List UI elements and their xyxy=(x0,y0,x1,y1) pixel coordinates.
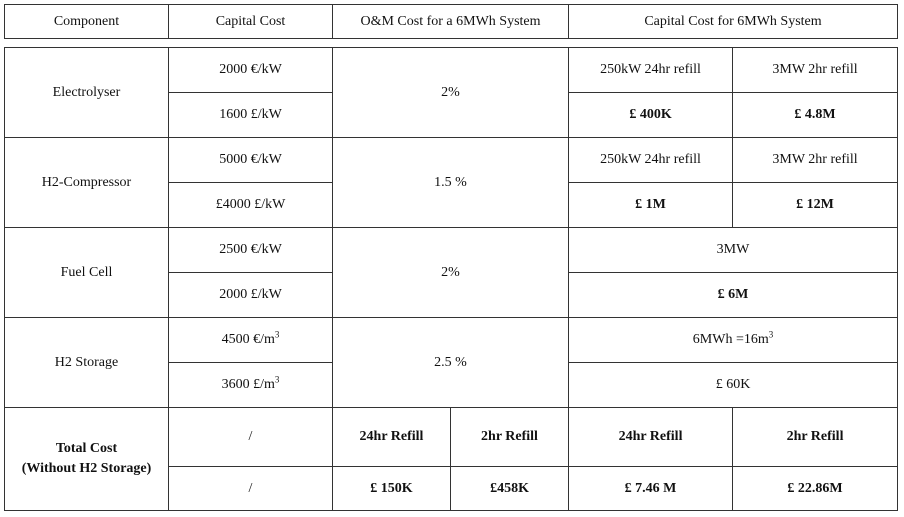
fuel-cell-value: £ 6M xyxy=(569,273,898,318)
total-label-line2: (Without H2 Storage) xyxy=(21,461,152,476)
storage-value: £ 60K xyxy=(569,363,898,408)
storage-cost-eur: 4500 €/m xyxy=(221,332,275,347)
compressor-name: H2-Compressor xyxy=(5,138,169,228)
storage-size-cell xyxy=(569,318,898,363)
compressor-om: 1.5 % xyxy=(333,138,569,228)
fuel-cell-om: 2% xyxy=(333,228,569,318)
electrolyser-opt2-value: £ 4.8M xyxy=(733,93,898,138)
electrolyser-om: 2% xyxy=(333,48,569,138)
table-row xyxy=(5,318,898,363)
compressor-opt1-label: 250kW 24hr refill xyxy=(569,138,733,183)
compressor-opt2-label: 3MW 2hr refill xyxy=(733,138,898,183)
table-row xyxy=(5,408,898,467)
unit-superscript: 3 xyxy=(274,329,280,340)
header-table xyxy=(4,4,898,39)
total-capital-bottom: / xyxy=(169,467,333,511)
cost-table xyxy=(4,47,898,511)
electrolyser-opt2-label: 3MW 2hr refill xyxy=(733,48,898,93)
fuel-cell-name: Fuel Cell xyxy=(5,228,169,318)
storage-cost-eur-cell xyxy=(169,318,333,363)
total-cap-2-value: £ 22.86M xyxy=(733,467,898,511)
header-capital-6mwh: Capital Cost for 6MWh System xyxy=(569,5,898,39)
electrolyser-opt1-label: 250kW 24hr refill xyxy=(569,48,733,93)
table-row xyxy=(5,48,898,93)
unit-superscript: 3 xyxy=(768,329,774,340)
header-capital-cost: Capital Cost xyxy=(169,5,333,39)
header-om-cost: O&M Cost for a 6MWh System xyxy=(333,5,569,39)
electrolyser-name: Electrolyser xyxy=(5,48,169,138)
total-om-2-label: 2hr Refill xyxy=(451,408,569,467)
total-cap-24-value: £ 7.46 M xyxy=(569,467,733,511)
storage-cost-gbp-cell xyxy=(169,363,333,408)
electrolyser-cost-gbp: 1600 £/kW xyxy=(169,93,333,138)
header-row xyxy=(5,5,898,39)
total-cap-24-label: 24hr Refill xyxy=(569,408,733,467)
electrolyser-cost-eur: 2000 €/kW xyxy=(169,48,333,93)
storage-cost-gbp: 3600 £/m xyxy=(221,377,275,392)
storage-om: 2.5 % xyxy=(333,318,569,408)
total-label-line1: Total Cost xyxy=(55,441,118,456)
header-component: Component xyxy=(5,5,169,39)
total-om-2-value: £458K xyxy=(451,467,569,511)
total-om-24-value: £ 150K xyxy=(333,467,451,511)
fuel-cell-cost-eur: 2500 €/kW xyxy=(169,228,333,273)
fuel-cell-size: 3MW xyxy=(569,228,898,273)
storage-size: 6MWh =16m xyxy=(692,332,769,347)
fuel-cell-cost-gbp: 2000 £/kW xyxy=(169,273,333,318)
compressor-cost-eur: 5000 €/kW xyxy=(169,138,333,183)
unit-superscript: 3 xyxy=(274,374,280,385)
total-cap-2-label: 2hr Refill xyxy=(733,408,898,467)
total-capital-top: / xyxy=(169,408,333,467)
compressor-opt2-value: £ 12M xyxy=(733,183,898,228)
storage-name: H2 Storage xyxy=(5,318,169,408)
compressor-opt1-value: £ 1M xyxy=(569,183,733,228)
total-label xyxy=(5,408,169,511)
total-om-24-label: 24hr Refill xyxy=(333,408,451,467)
electrolyser-opt1-value: £ 400K xyxy=(569,93,733,138)
compressor-cost-gbp: £4000 £/kW xyxy=(169,183,333,228)
table-row xyxy=(5,228,898,273)
table-row xyxy=(5,138,898,183)
